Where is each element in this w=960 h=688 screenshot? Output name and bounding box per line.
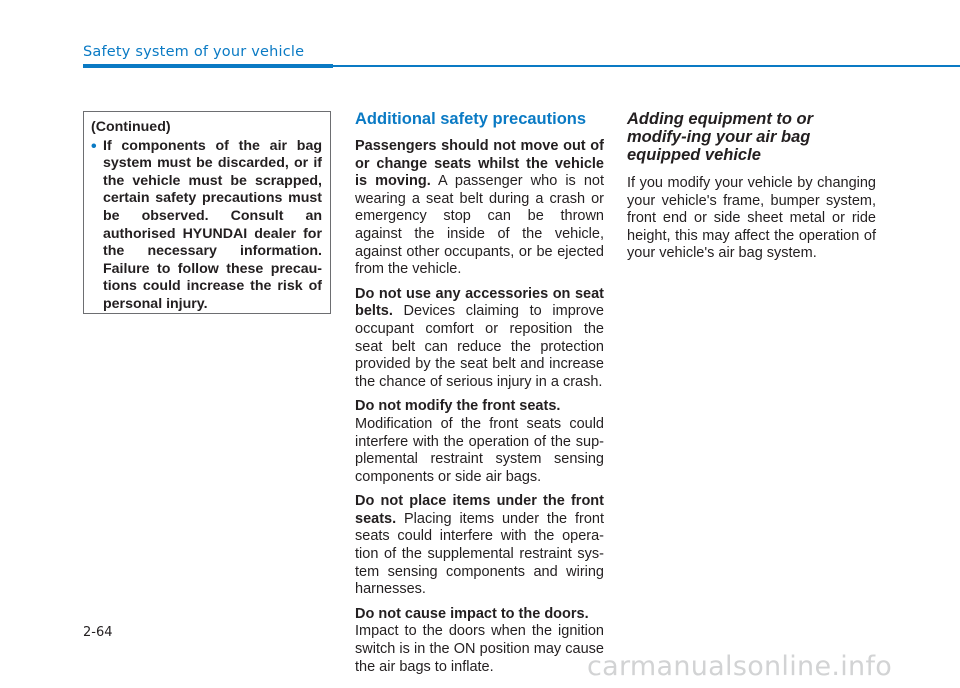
subsection-heading: Adding equipment to or modify-ing your air bag equipped vehicle — [627, 110, 814, 164]
paragraph-body: Modification of the front seats could interfere with the operation of the sup-plemental restraint system sensing components or side air bags. — [355, 415, 604, 485]
header-rule — [333, 65, 960, 67]
paragraph-lead: Do not use any accessories on seat belts. — [355, 285, 604, 320]
paragraph-lead: Passengers should not move out of or change seats whilst the vehicle is moving. — [355, 138, 604, 190]
bullet-icon: • — [91, 137, 97, 155]
paragraph — [355, 138, 604, 279]
section-title: Safety system of your vehicle — [83, 44, 305, 60]
paragraph: If you modify your vehicle by changing your vehicle's frame, bumper system, front end or side sheet metal or ride height, this may affect the operation of your vehicle's air bag system. — [627, 175, 876, 262]
section-heading: Additional safety precautions — [355, 110, 587, 128]
page-number: 2-64 — [83, 625, 113, 640]
warning-bullet-item — [91, 138, 322, 314]
paragraph — [355, 398, 604, 486]
paragraph-body: Placing items under the front seats could interfere with the opera-tion of the supplemental restraint sys-tem sensing components and wiring harnesses. — [355, 510, 604, 598]
paragraph — [355, 493, 604, 599]
paragraph — [355, 286, 604, 392]
warning-bullet-text: If components of the air bag system must be discarded, or if the vehicle must be scrapped, certain safety precautions must be observed. Consult an authorised HYUNDAI dealer for the necessary information. Failure to follow these precau-tions could increase the risk of personal injury. — [103, 137, 322, 312]
paragraph — [355, 606, 604, 676]
warning-box — [83, 111, 331, 314]
paragraph-body: Devices claiming to improve occupant comfort or reposition the seat belt can reduce the protection provided by the seat belt and increase the chance of serious injury in a crash. — [355, 303, 604, 390]
paragraph-lead: Do not modify the front seats. — [355, 398, 561, 415]
paragraph-body: A passenger who is not wearing a seat belt during a crash or emergency stop can be thrown against the inside of the vehicle, against other occupants, or be ejected from the vehicle. — [355, 173, 604, 278]
header-rule-accent — [83, 64, 333, 68]
right-column — [627, 110, 876, 270]
continued-label: (Continued) — [91, 119, 171, 135]
paragraph-lead: Do not place items under the front seats. — [355, 493, 604, 527]
paragraph-body: Impact to the doors when the ignition switch is in the ON position may cause the air bags to inflate. — [355, 623, 604, 675]
watermark: carmanualsonline.info — [587, 651, 893, 682]
paragraph-lead: Do not cause impact to the doors. — [355, 605, 589, 622]
middle-column — [355, 110, 604, 683]
